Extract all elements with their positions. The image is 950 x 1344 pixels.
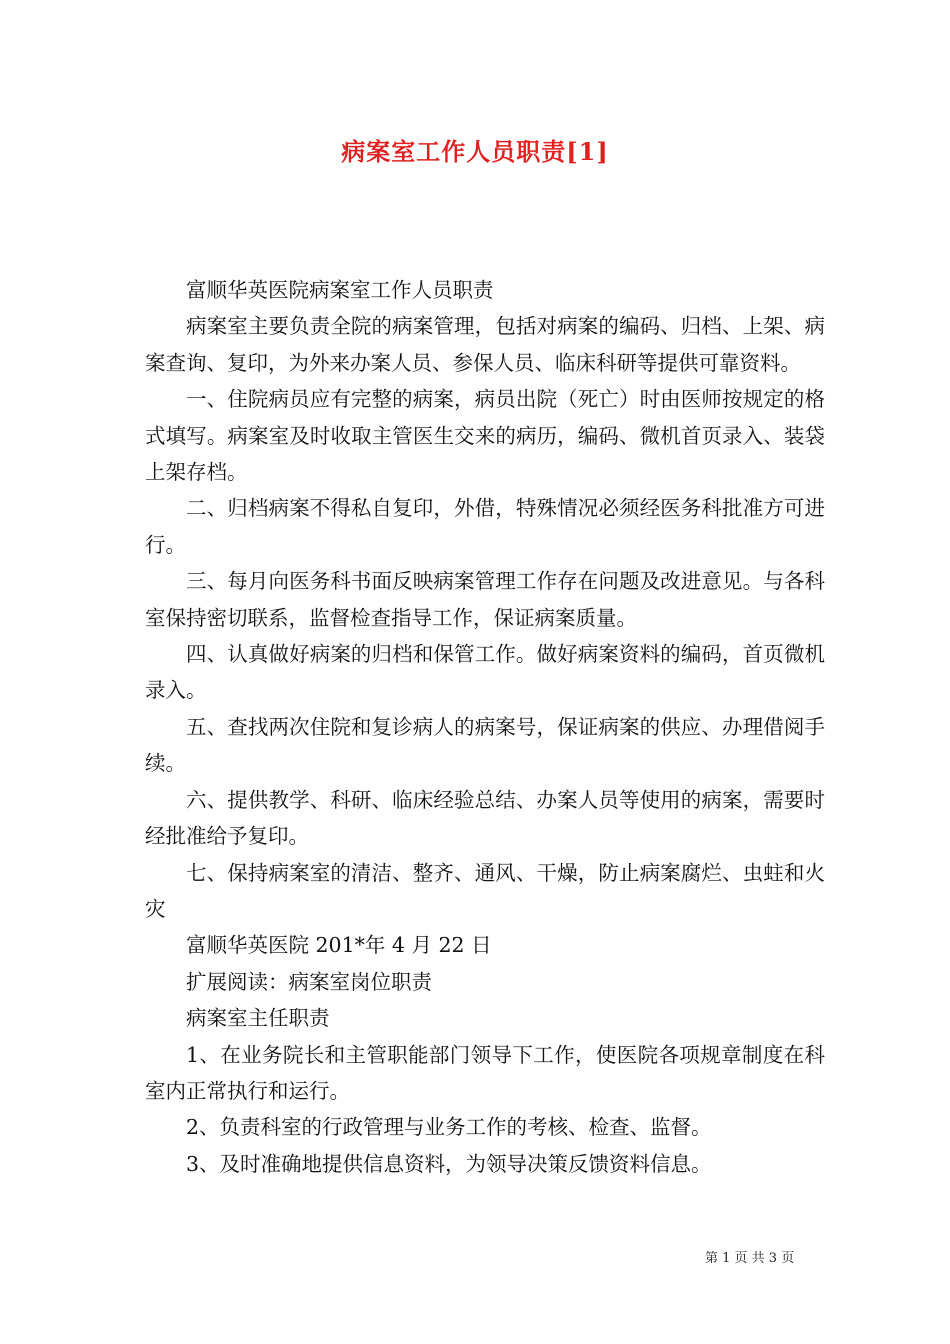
document-body bbox=[145, 272, 825, 1182]
paragraph-item-7: 七、保持病案室的清洁、整齐、通风、干燥，防止病案腐烂、虫蛀和火灾 bbox=[145, 860, 825, 921]
paragraph-date: 富顺华英医院 201*年 4 月 22 日 bbox=[186, 933, 492, 958]
paragraph-item-4: 四、认真做好病案的归档和保管工作。做好病案资料的编码，首页微机录入。 bbox=[145, 642, 825, 703]
paragraph-director-1: 1、在业务院长和主管职能部门领导下工作，使医院各项规章制度在科室内正常执行和运行。 bbox=[145, 1042, 825, 1103]
paragraph-director-2: 2、负责科室的行政管理与业务工作的考核、检查、监督。 bbox=[186, 1115, 712, 1140]
paragraph-extended-reading: 扩展阅读：病案室岗位职责 bbox=[186, 969, 432, 994]
paragraph-item-1: 一、住院病员应有完整的病案，病员出院（死亡）时由医师按规定的格式填写。病案室及时收取主管医生交来的病历，编码、微机首页录入、装袋上架存档。 bbox=[145, 387, 825, 485]
paragraph-item-5: 五、查找两次住院和复诊病人的病案号，保证病案的供应、办理借阅手续。 bbox=[145, 714, 825, 776]
paragraph-director-3: 3、及时准确地提供信息资料，为领导决策反馈资料信息。 bbox=[186, 1151, 712, 1176]
paragraph-item-6: 六、提供教学、科研、临床经验总结、办案人员等使用的病案，需要时经批准给予复印。 bbox=[145, 787, 825, 849]
paragraph-intro: 病案室主要负责全院的病案管理，包括对病案的编码、归档、上架、病案查询、复印，为外来办案人员、参保人员、临床科研等提供可靠资料。 bbox=[145, 314, 825, 375]
paragraph-item-2: 二、归档病案不得私自复印，外借，特殊情况必须经医务科批准方可进行。 bbox=[145, 496, 825, 557]
paragraph-director-heading: 病案室主任职责 bbox=[186, 1006, 330, 1031]
paragraph-item-3: 三、每月向医务科书面反映病案管理工作存在问题及改进意见。与各科室保持密切联系，监督检查指导工作，保证病案质量。 bbox=[145, 569, 825, 630]
page-number: 第 1 页 共 3 页 bbox=[705, 1251, 795, 1266]
document-title: 病案室工作人员职责[1] bbox=[341, 137, 609, 166]
paragraph-heading-hospital: 富顺华英医院病案室工作人员职责 bbox=[186, 278, 494, 302]
